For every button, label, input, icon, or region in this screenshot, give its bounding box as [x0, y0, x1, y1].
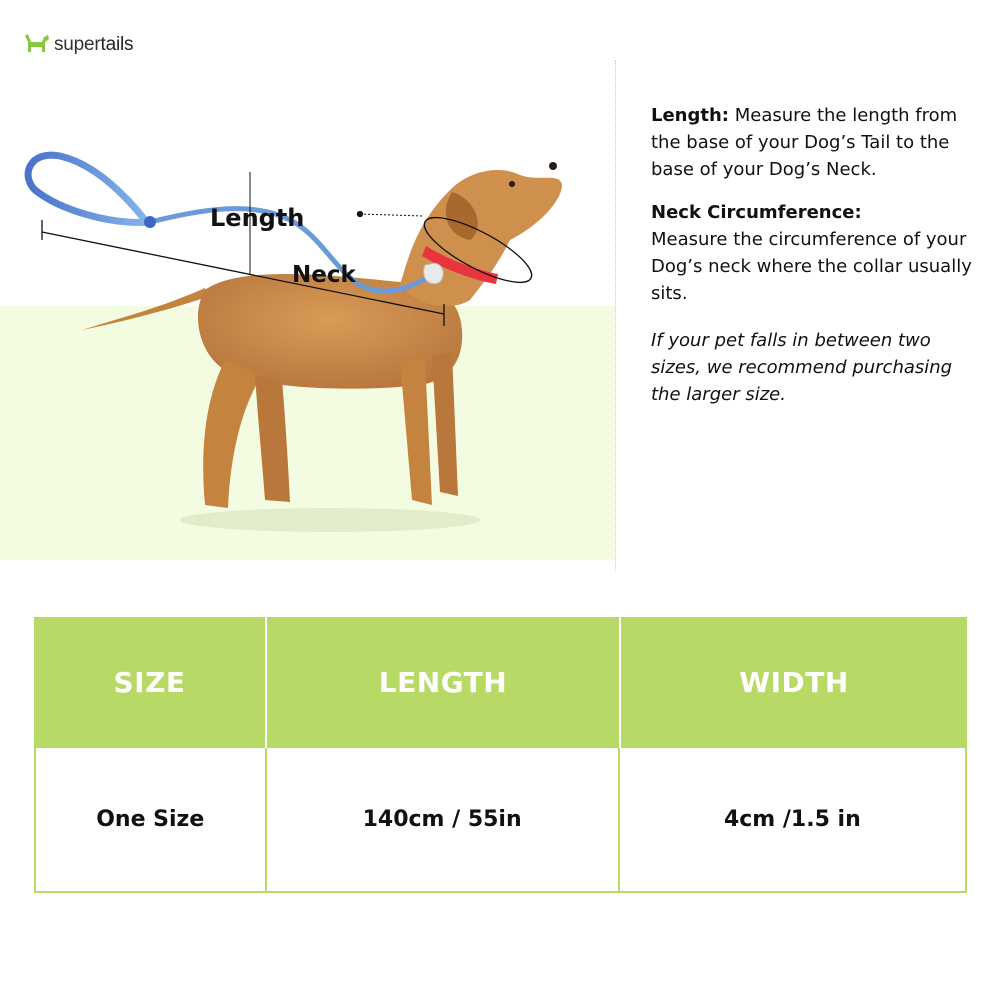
- table-row: [34, 748, 967, 893]
- size-note: If your pet falls in between two sizes, we recommend purchasing the larger size.: [651, 330, 953, 405]
- cell-size: One Size: [36, 748, 267, 891]
- brand-name: supertails: [54, 34, 134, 55]
- neck-instruction: Neck Circumference: Measure the circumference of your Dog’s neck where the collar usually sits.: [651, 202, 972, 304]
- size-table: [34, 617, 967, 895]
- header-width: WIDTH: [739, 666, 849, 699]
- header-length: LENGTH: [267, 617, 621, 748]
- brand-logo: [22, 30, 133, 60]
- measurement-instructions: [651, 102, 981, 424]
- table-header-row: [34, 617, 967, 748]
- length-instruction: Length: Measure the length from the base of your Dog’s Tail to the base of your Dog’s Neck.: [651, 105, 958, 180]
- header-size: SIZE: [34, 617, 267, 748]
- dog-logo-icon: [22, 32, 52, 58]
- cell-width: 4cm /1.5 in: [723, 807, 861, 832]
- divider: [615, 60, 616, 570]
- measurement-diagram: [0, 60, 615, 565]
- neck-label: Neck: [292, 262, 356, 288]
- length-label: Length: [210, 204, 305, 232]
- cell-length: 140cm / 55in: [267, 748, 620, 891]
